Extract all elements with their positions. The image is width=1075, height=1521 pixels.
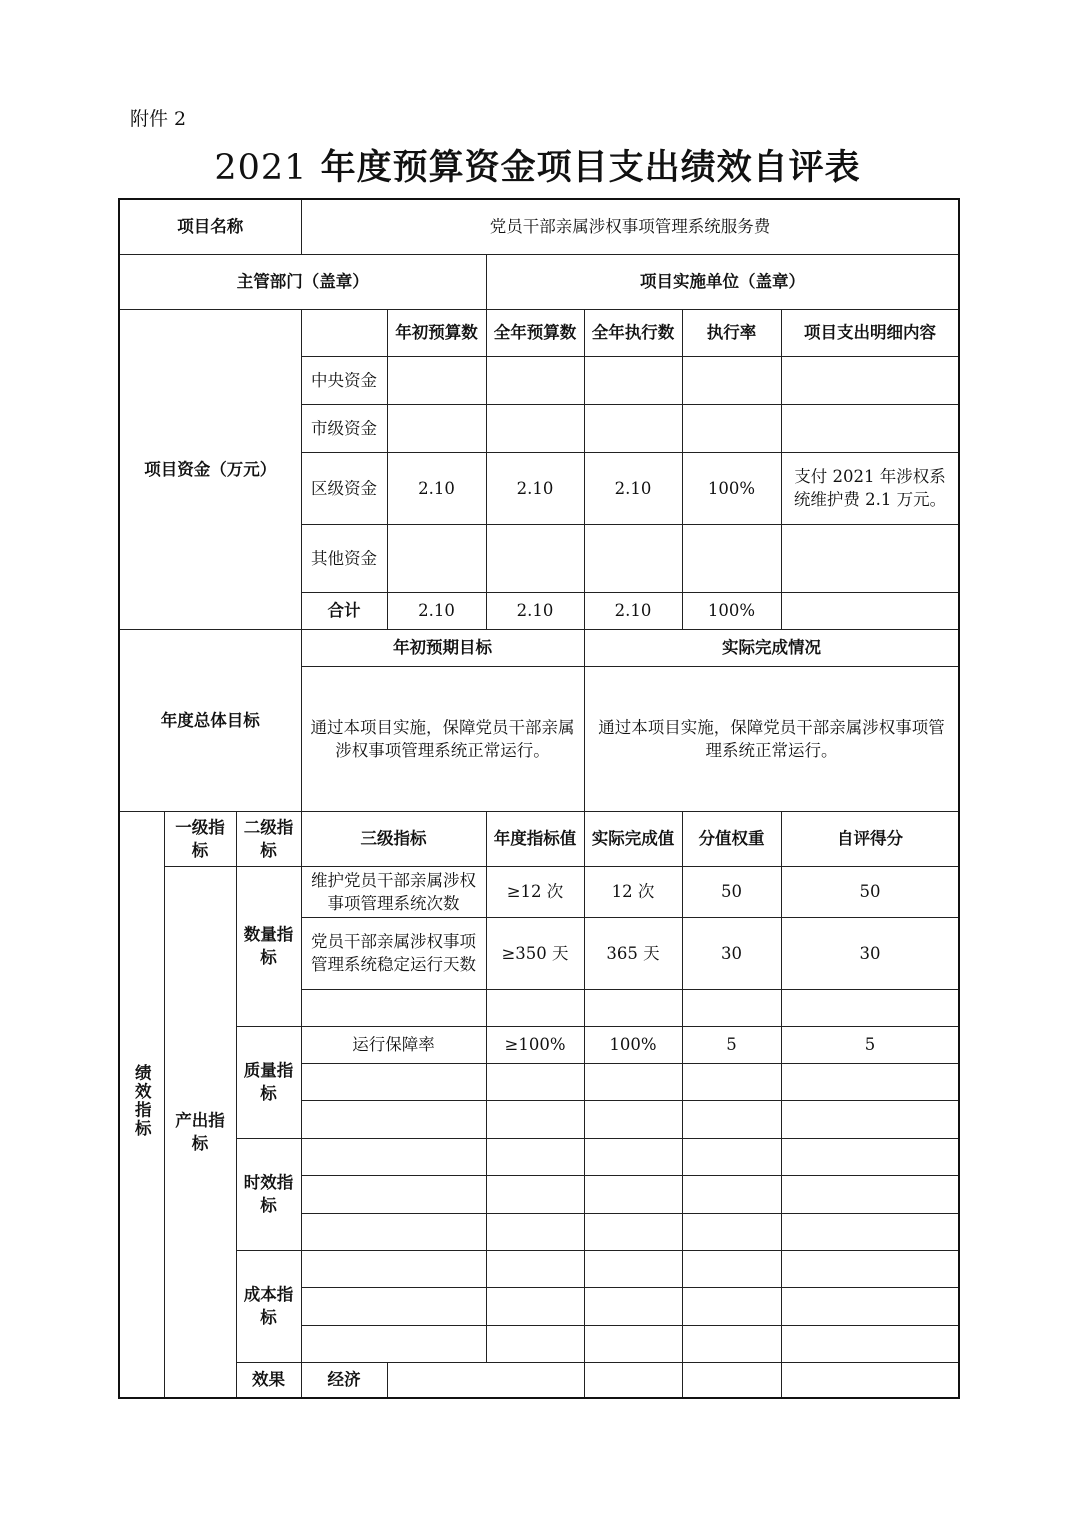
indicator-actual: 365 天 [584,917,682,989]
fund-cell [682,356,781,404]
fund-row-name: 中央资金 [301,356,387,404]
fund-total-cell: 100% [682,592,781,629]
indicator-weight: 30 [682,917,781,989]
empty-cell [682,1138,781,1175]
empty-cell [682,1175,781,1213]
fund-row-name: 区级资金 [301,452,387,524]
indicator-name: 运行保障率 [301,1026,486,1063]
fund-detail-cell: 支付 2021 年涉权系统维护费 2.1 万元。 [781,452,959,524]
indicator-actual: 12 次 [584,866,682,917]
empty-cell [682,1362,781,1398]
fund-total-cell: 2.10 [486,592,584,629]
expected-goal-text: 通过本项目实施，保障党员干部亲属涉权事项管理系统正常运行。 [301,666,584,811]
fund-cell: 2.10 [387,452,486,524]
fund-cell [486,404,584,452]
indicator-score: 30 [781,917,959,989]
header-target: 年度指标值 [486,811,584,866]
empty-cell [486,1100,584,1138]
fund-cell [486,524,584,592]
funds-header-rate: 执行率 [682,309,781,356]
empty-cell [301,1325,486,1362]
empty-cell [781,1100,959,1138]
empty-cell [486,1175,584,1213]
empty-cell [584,1100,682,1138]
empty-cell [682,1250,781,1287]
header-level2: 二级指标 [236,811,301,866]
fund-total-cell: 2.10 [584,592,682,629]
empty-cell [486,1325,584,1362]
empty-cell [387,1362,584,1398]
funds-header-detail: 项目支出明细内容 [781,309,959,356]
empty-cell [301,989,486,1026]
empty-cell [584,1063,682,1100]
empty-cell [682,989,781,1026]
empty-cell [584,1287,682,1325]
funds-corner-cell [301,309,387,356]
empty-cell [486,989,584,1026]
empty-cell [584,1175,682,1213]
empty-cell [781,989,959,1026]
indicator-target: ≥12 次 [486,866,584,917]
fund-cell [387,404,486,452]
header-level1: 一级指标 [164,811,236,866]
fund-cell [486,356,584,404]
indicator-actual: 100% [584,1026,682,1063]
fund-cell: 2.10 [584,452,682,524]
empty-cell [301,1138,486,1175]
indicator-name: 党员干部亲属涉权事项管理系统稳定运行天数 [301,917,486,989]
fund-total-label: 合计 [301,592,387,629]
fund-cell: 2.10 [486,452,584,524]
attachment-label: 附件 2 [130,108,187,130]
empty-cell [781,1325,959,1362]
empty-cell [682,1100,781,1138]
fund-row-name: 其他资金 [301,524,387,592]
empty-cell [781,1063,959,1100]
empty-cell [781,1362,959,1398]
funds-header-executed: 全年执行数 [584,309,682,356]
fund-cell: 100% [682,452,781,524]
funds-header-budget-start: 年初预算数 [387,309,486,356]
fund-total-cell [781,592,959,629]
empty-cell [682,1063,781,1100]
empty-cell [584,1362,682,1398]
output-indicator-label: 产出指标 [164,866,236,1398]
empty-cell [682,1213,781,1250]
title-text: 年度预算资金项目支出绩效自评表 [307,147,861,188]
indicator-target: ≥350 天 [486,917,584,989]
fund-cell [781,356,959,404]
indicator-weight: 50 [682,866,781,917]
empty-cell [584,989,682,1026]
empty-cell [781,1287,959,1325]
funds-header-budget-year: 全年预算数 [486,309,584,356]
fund-cell [584,404,682,452]
fund-cell [387,356,486,404]
indicator-score: 50 [781,866,959,917]
annual-goal-label: 年度总体目标 [119,629,301,811]
header-actual: 实际完成值 [584,811,682,866]
quantity-indicator-label: 数量指标 [236,866,301,1026]
empty-cell [486,1213,584,1250]
fund-total-cell: 2.10 [387,592,486,629]
timeliness-indicator-label: 时效指标 [236,1138,301,1250]
effect-indicator-label: 效果 [236,1362,301,1398]
empty-cell [584,1213,682,1250]
fund-cell [682,404,781,452]
empty-cell [584,1325,682,1362]
project-name-value: 党员干部亲属涉权事项管理系统服务费 [301,199,959,254]
empty-cell [301,1287,486,1325]
empty-cell [486,1250,584,1287]
cost-indicator-label: 成本指标 [236,1250,301,1362]
empty-cell [781,1250,959,1287]
indicator-target: ≥100% [486,1026,584,1063]
empty-cell [682,1287,781,1325]
evaluation-table [118,198,960,1399]
actual-completion-header: 实际完成情况 [584,629,959,666]
empty-cell [781,1138,959,1175]
header-score: 自评得分 [781,811,959,866]
fund-cell [781,524,959,592]
fund-row-name: 市级资金 [301,404,387,452]
fund-cell [781,404,959,452]
empty-cell [781,1175,959,1213]
empty-cell [301,1063,486,1100]
empty-cell [301,1175,486,1213]
empty-cell [584,1138,682,1175]
fund-cell [387,524,486,592]
indicator-name: 维护党员干部亲属涉权事项管理系统次数 [301,866,486,917]
empty-cell [301,1100,486,1138]
actual-completion-text: 通过本项目实施，保障党员干部亲属涉权事项管理系统正常运行。 [584,666,959,811]
economic-indicator-label: 经济 [301,1362,387,1398]
indicator-score: 5 [781,1026,959,1063]
empty-cell [781,1213,959,1250]
expected-goal-header: 年初预期目标 [301,629,584,666]
page-title [0,140,1075,190]
indicator-weight: 5 [682,1026,781,1063]
empty-cell [486,1063,584,1100]
empty-cell [584,1250,682,1287]
fund-cell [584,356,682,404]
empty-cell [301,1250,486,1287]
project-name-label: 项目名称 [119,199,301,254]
empty-cell [486,1138,584,1175]
fund-cell [584,524,682,592]
empty-cell [486,1287,584,1325]
implementer-label: 项目实施单位（盖章） [486,254,959,309]
empty-cell [682,1325,781,1362]
supervisor-dept-label: 主管部门（盖章） [119,254,486,309]
fund-cell [682,524,781,592]
indicators-label-cell [119,811,164,1398]
title-year: 2021 [214,148,308,188]
indicators-label: 绩效指标 [132,1064,152,1139]
quality-indicator-label: 质量指标 [236,1026,301,1138]
header-weight: 分值权重 [682,811,781,866]
empty-cell [301,1213,486,1250]
header-level3: 三级指标 [301,811,486,866]
funds-label: 项目资金（万元） [119,309,301,629]
